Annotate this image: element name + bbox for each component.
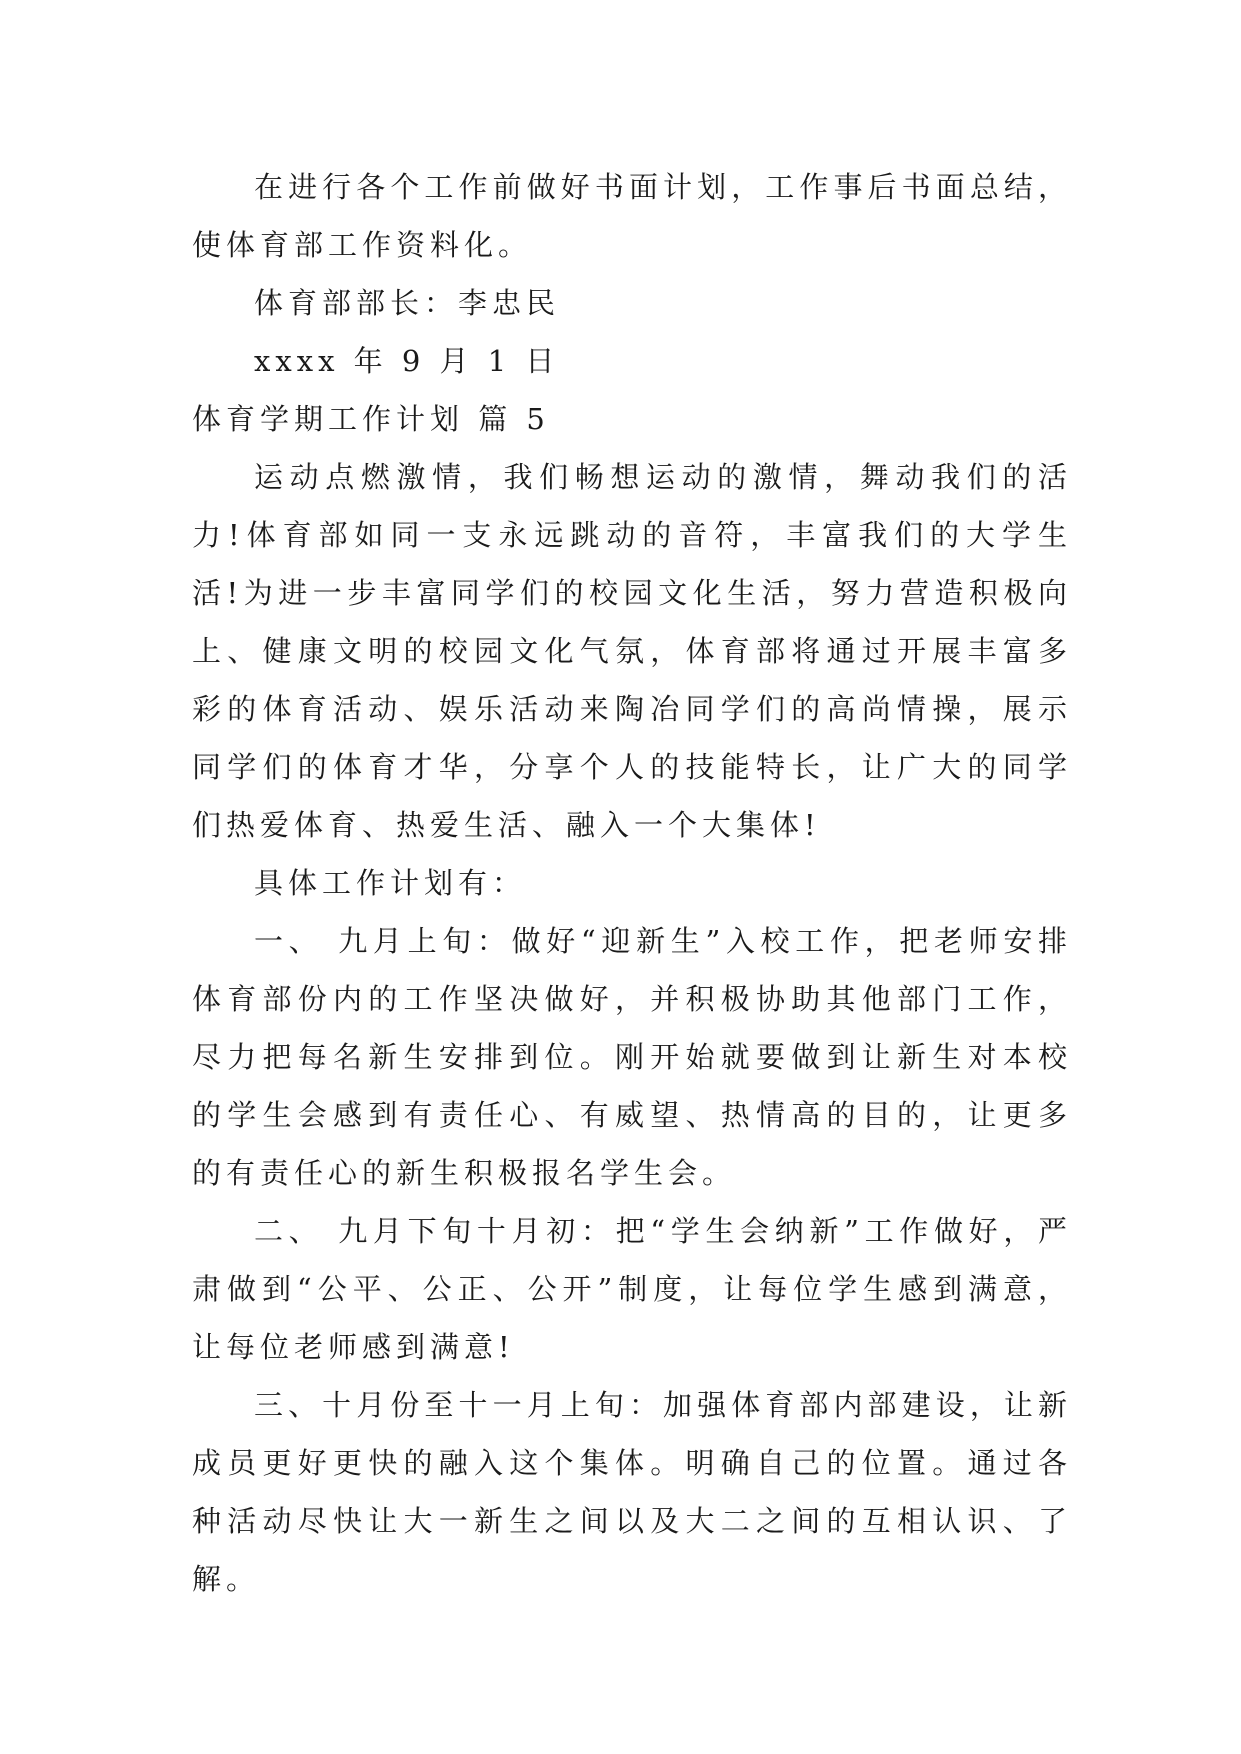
- paragraph-plan-item-2: 二、 九月下旬十月初：把“学生会纳新”工作做好，严肃做到“公平、公正、公开”制度，让每位学生感到满意，让每位老师感到满意!: [192, 1214, 1072, 1364]
- paragraph-summary: 在进行各个工作前做好书面计划，工作事后书面总结，使体育部工作资料化。: [192, 170, 1072, 262]
- paragraph-plan-item-3: 三、十月份至十一月上旬：加强体育部内部建设，让新成员更好更快的融入这个集体。明确自己的位置。通过各种活动尽快让大一新生之间以及大二之间的互相认识、了解。: [192, 1388, 1072, 1596]
- section-heading: 体育学期工作计划 篇 5: [192, 402, 550, 436]
- paragraph-plan-item-1: 一、 九月上旬：做好“迎新生”入校工作，把老师安排体育部份内的工作坚决做好，并积极协助其他部门工作，尽力把每名新生安排到位。刚开始就要做到让新生对本校的学生会感到有责任心、有威望、热情高的目的，让更多的有责任心的新生积极报名学生会。: [192, 924, 1072, 1190]
- paragraph-plan-label: 具体工作计划有：: [254, 866, 527, 900]
- paragraph-signature-date: xxxx 年 9 月 1 日: [254, 344, 560, 378]
- paragraph-signature-name: 体育部部长：李忠民: [254, 286, 561, 320]
- paragraph-intro: 运动点燃激情，我们畅想运动的激情，舞动我们的活力!体育部如同一支永远跳动的音符，丰富我们的大学生活!为进一步丰富同学们的校园文化生活，努力营造积极向上、健康文明的校园文化气氛，体育部将通过开展丰富多彩的体育活动、娱乐活动来陶冶同学们的高尚情操，展示同学们的体育才华，分享个人的技能特长，让广大的同学们热爱体育、热爱生活、融入一个大集体!: [192, 460, 1072, 842]
- document-body: [192, 158, 1072, 1608]
